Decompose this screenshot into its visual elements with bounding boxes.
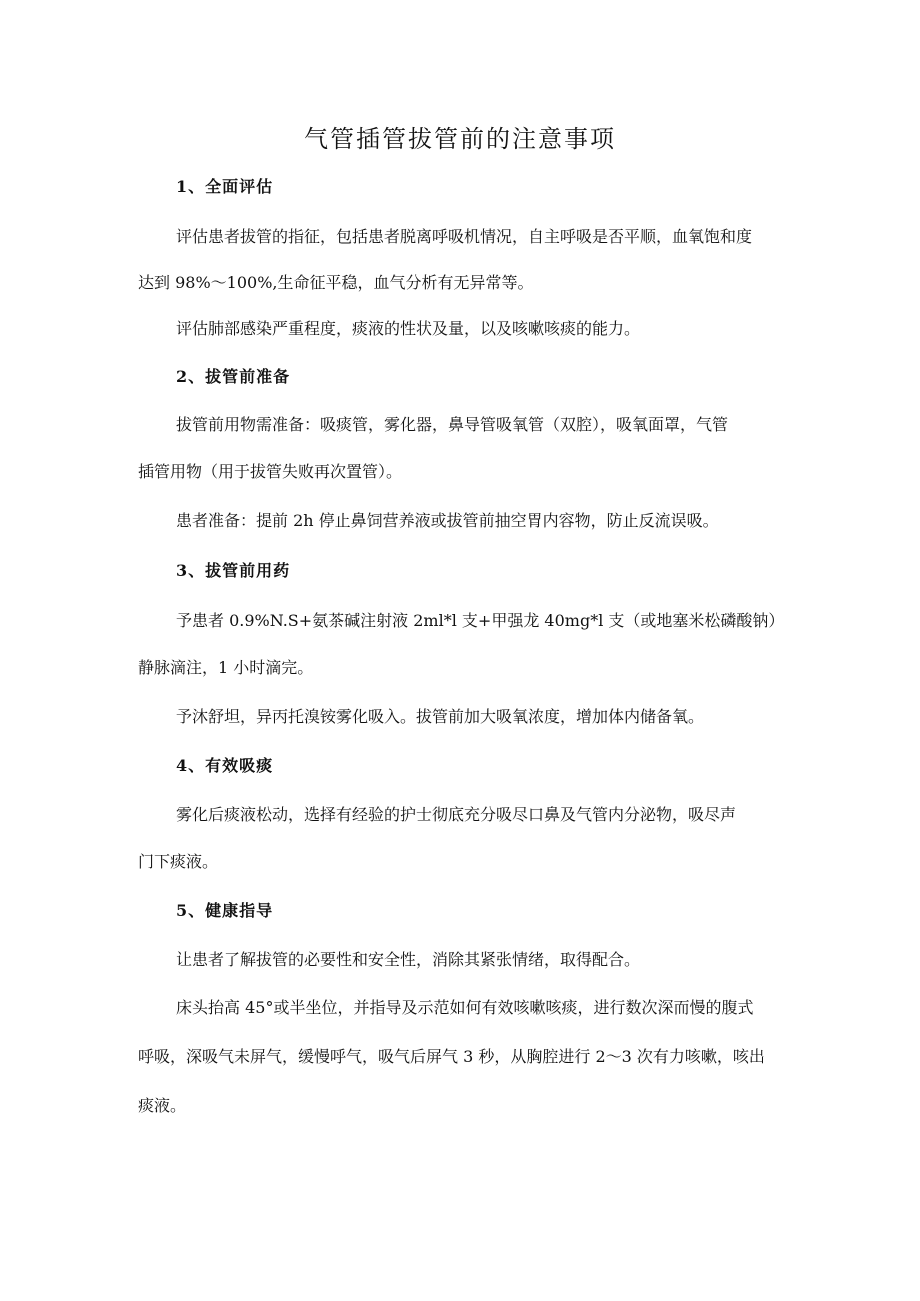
paragraph-line: 评估患者拔管的指征，包括患者脱离呼吸机情况，自主呼吸是否平顺，血氧饱和度 — [176, 227, 753, 246]
paragraph-line: 呼吸，深吸气未屏气，缓慢呼气，吸气后屏气 3 秒，从胸腔进行 2～3 次有力咳嗽，咳出 — [138, 1047, 765, 1066]
section-heading-4: 4、有效吸痰 — [176, 756, 274, 775]
section-heading-2: 2、拔管前准备 — [176, 367, 291, 386]
paragraph-line: 达到 98%～100%,生命征平稳，血气分析有无异常等。 — [138, 273, 534, 292]
paragraph-line: 雾化后痰液松动，选择有经验的护士彻底充分吸尽口鼻及气管内分泌物，吸尽声 — [176, 805, 737, 824]
paragraph-line: 静脉滴注，1 小时滴完。 — [138, 658, 314, 677]
paragraph-line: 予沐舒坦，异丙托溴铵雾化吸入。拔管前加大吸氧浓度，增加体内储备氧。 — [176, 707, 705, 726]
paragraph-line: 插管用物（用于拔管失败再次置管）。 — [138, 462, 403, 481]
section-heading-1: 1、全面评估 — [176, 177, 274, 196]
paragraph-line: 拔管前用物需准备：吸痰管，雾化器，鼻导管吸氧管（双腔），吸氧面罩，气管 — [176, 415, 729, 434]
paragraph-line: 予患者 0.9%N.S+氨茶碱注射液 2ml*l 支+甲强龙 40mg*l 支（或地塞米松磷酸钠） — [176, 611, 785, 630]
paragraph-line: 痰液。 — [138, 1096, 187, 1115]
paragraph-line: 患者准备：提前 2h 停止鼻饲营养液或拔管前抽空胃内容物，防止反流误吸。 — [176, 511, 719, 530]
paragraph-line: 评估肺部感染严重程度，痰液的性状及量，以及咳嗽咳痰的能力。 — [176, 319, 641, 338]
paragraph-line: 床头抬高 45°或半坐位，并指导及示范如何有效咳嗽咳痰，进行数次深而慢的腹式 — [176, 998, 754, 1017]
paragraph-line: 让患者了解拔管的必要性和安全性，消除其紧张情绪，取得配合。 — [176, 950, 641, 969]
paragraph-line: 门下痰液。 — [138, 852, 219, 871]
section-heading-5: 5、健康指导 — [176, 901, 274, 920]
document-title: 气管插管拔管前的注意事项 — [304, 125, 616, 153]
section-heading-3: 3、拔管前用药 — [176, 561, 291, 580]
